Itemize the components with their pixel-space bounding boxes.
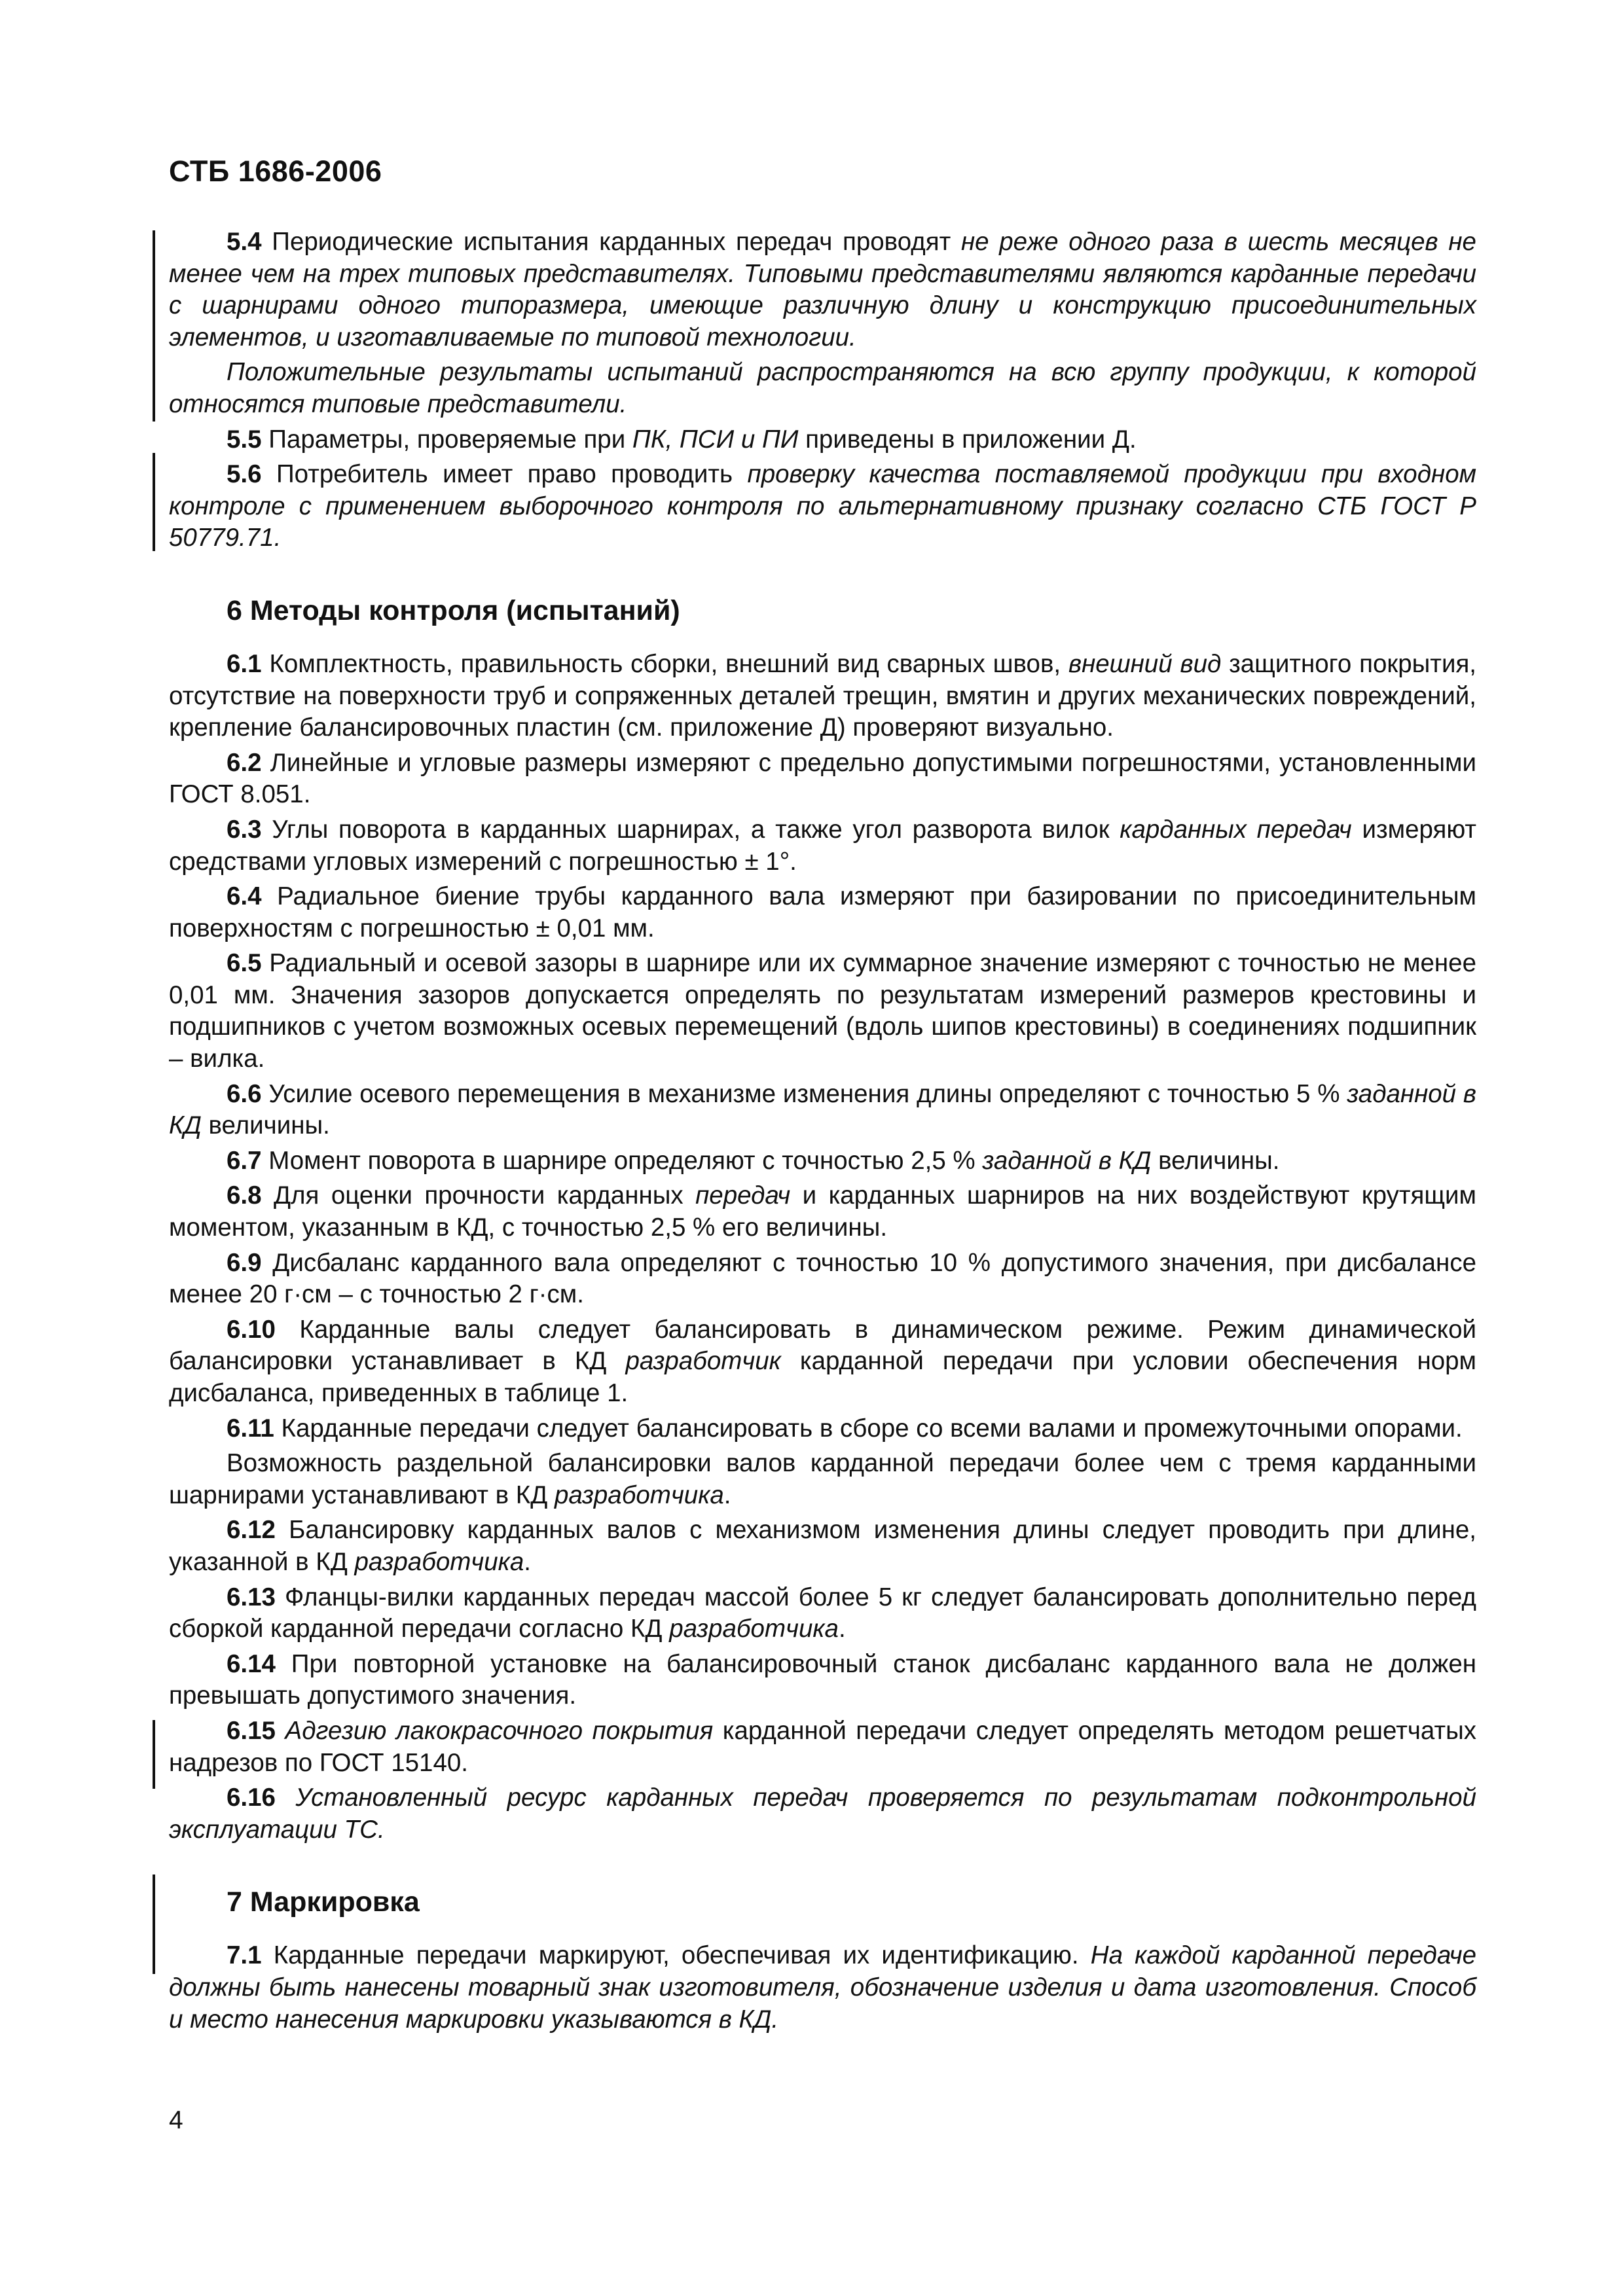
clause-text-italic: ПК, ПСИ и ПИ (632, 425, 799, 454)
clause-text-italic: Адгезию лакокрасочного покрытия (285, 1716, 714, 1745)
clause-text-italic: внешний вид (1068, 649, 1222, 678)
clause-text-italic: разработчика (669, 1615, 839, 1643)
paragraph-6-10 (169, 1314, 1476, 1410)
clause-text-italic: разработчика (354, 1547, 524, 1576)
clause-text: защитного покрытия, отсутствие на поверхности труб и сопряженных деталей трещин, вмятин и других механических повреждений, крепление балансировочных пластин (см. приложение Д) проверяют визуально. (169, 649, 1476, 742)
clause-text: Потребитель имеет право проводить (276, 460, 748, 489)
clause-text: Периодические испытания карданных передач проводят (272, 228, 961, 256)
clause-text-italic: заданной в КД (169, 1079, 1476, 1140)
clause-number: 6.4 (227, 882, 262, 911)
clause-text-italic: не реже одного раза в шесть месяцев не менее чем на трех типовых представителях. Типовыми представителями являются карданные передачи с шарнирами одного типоразмера, имеющие различную длину и конструкцию присоединительных элементов, и изготавливаемые по типовой технологии. (169, 228, 1476, 351)
paragraph-5-5 (169, 424, 1476, 456)
clause-text: . (723, 1480, 731, 1509)
section-heading-7: 7 Маркировка (227, 1886, 420, 1918)
clause-number: 6.9 (227, 1248, 262, 1277)
change-bar (153, 1720, 155, 1789)
clause-text: Радиальный и осевой зазоры в шарнире или их суммарное значение измеряют с точностью не менее 0,01 мм. Значения зазоров допускается определять по результатам измерений размеров крестовины и подшипников с учетом возможных осевых перемещений (вдоль шипов крестовины) в соединениях подшипник – вилка. (169, 949, 1476, 1073)
clause-text: Линейные и угловые размеры измеряют с предельно допустимыми погрешностями, установленными ГОСТ 8.051. (169, 748, 1476, 809)
clause-text-italic: Установленный ресурс карданных передач проверяется по результатам подконтрольной эксплуатации ТС. (169, 1784, 1476, 1844)
clause-text: . (524, 1547, 531, 1576)
clause-number: 6.15 (227, 1716, 276, 1745)
clause-text-italic: заданной в КД (982, 1146, 1152, 1175)
clause-number: 6.8 (227, 1181, 262, 1210)
paragraph-5-6 (169, 459, 1476, 554)
clause-text: Комплектность, правильность сборки, внешний вид сварных швов, (269, 649, 1068, 678)
paragraph-6-11 (169, 1413, 1476, 1445)
clause-number: 6.16 (227, 1784, 276, 1812)
clause-text: Фланцы-вилки карданных передач массой более 5 кг следует балансировать дополнительно перед сборкой карданной передачи согласно КД (169, 1583, 1476, 1643)
document-body (169, 226, 1476, 2036)
clause-number: 5.6 (227, 460, 262, 489)
paragraph-6-12 (169, 1515, 1476, 1578)
paragraph-6-11-cont (169, 1448, 1476, 1511)
clause-text: . (838, 1615, 846, 1643)
clause-number: 5.4 (227, 228, 262, 256)
clause-number: 6.12 (227, 1516, 276, 1545)
clause-number: 6.6 (227, 1079, 262, 1108)
change-bar (153, 1874, 155, 1974)
paragraph-5-4 (169, 226, 1476, 353)
clause-text: величины. (201, 1111, 330, 1140)
paragraph-6-4 (169, 881, 1476, 944)
clause-number: 6.13 (227, 1583, 276, 1611)
clause-text: Для оценки прочности карданных (273, 1181, 696, 1210)
paragraph-6-3 (169, 814, 1476, 878)
paragraph-6-15 (169, 1715, 1476, 1779)
clause-text-italic: Положительные результаты испытаний распространяются на всю группу продукции, к которой относятся типовые представители. (169, 358, 1476, 418)
clause-number: 6.1 (227, 649, 262, 678)
clause-text: измеряют средствами угловых измерений с погрешностью ± 1°. (169, 815, 1476, 876)
clause-number: 6.14 (227, 1649, 276, 1678)
document-code-header: СТБ 1686-2006 (169, 154, 382, 188)
clause-text-italic: На каждой карданной передаче должны быть нанесены товарный знак изготовителя, обозначение изделия и дата изготовления. Способ и место нанесения маркировки указываются в КД. (169, 1941, 1477, 2034)
change-bar (153, 453, 155, 551)
clause-text: карданной передачи при условии обеспечения норм дисбаланса, приведенных в таблице 1. (169, 1347, 1476, 1407)
clause-number: 6.2 (227, 748, 262, 777)
clause-text: Радиальное биение трубы карданного вала измеряют при базировании по присоединительным поверхностям с погрешностью ± 0,01 мм. (169, 882, 1476, 942)
clause-number: 6.3 (227, 815, 262, 844)
section-heading-6: 6 Методы контроля (испытаний) (227, 594, 680, 626)
clause-text-italic: карданных передач (1120, 815, 1352, 844)
clause-text: Карданные передачи следует балансировать в сборе со всеми валами и промежуточными опорами. (281, 1414, 1463, 1443)
paragraph-6-14 (169, 1649, 1476, 1712)
paragraph-7-1 (169, 1940, 1476, 2036)
clause-text-italic: разработчика (555, 1480, 724, 1509)
clause-text: Усилие осевого перемещения в механизме изменения длины определяют с точностью 5 % (268, 1079, 1347, 1108)
clause-text: приведены в приложении Д. (798, 425, 1137, 454)
clause-text: Карданные передачи маркируют, обеспечивая их идентификацию. (273, 1941, 1091, 1970)
paragraph-6-5 (169, 948, 1476, 1075)
clause-text: величины. (1151, 1146, 1280, 1175)
change-bar (153, 230, 155, 422)
clause-number: 6.7 (227, 1146, 262, 1175)
paragraph-6-7 (169, 1145, 1476, 1177)
clause-number: 6.5 (227, 949, 262, 978)
clause-number: 6.10 (227, 1315, 276, 1344)
clause-text: Дисбаланс карданного вала определяют с точностью 10 % допустимого значения, при дисбалансе менее 20 г·см – с точностью 2 г·см. (169, 1248, 1476, 1309)
clause-text: Углы поворота в карданных шарнирах, а также угол разворота вилок (272, 815, 1120, 844)
clause-text-italic: передач (695, 1181, 791, 1210)
paragraph-6-1 (169, 649, 1476, 744)
clause-text: и карданных шарниров на них воздействуют крутящим моментом, указанным в КД, с точностью 2,5 % его величины. (169, 1181, 1477, 1242)
paragraph-6-9 (169, 1247, 1476, 1311)
paragraph-6-16 (169, 1782, 1476, 1846)
clause-text: Момент поворота в шарнире определяют с точностью 2,5 % (268, 1146, 983, 1175)
paragraph-6-2 (169, 747, 1476, 811)
clause-text-italic: проверку качества поставляемой продукции при входном контроле с применением выборочного контроля по альтернативному признаку согласно СТБ ГОСТ Р 50779.71. (169, 460, 1476, 552)
page-number: 4 (169, 2106, 183, 2134)
clause-text: Балансировку карданных валов с механизмом изменения длины следует проводить при длине, указанной в КД (169, 1516, 1476, 1576)
clause-text: Возможность раздельной балансировки валов карданной передачи более чем с тремя карданными шарнирами устанавливают в КД (169, 1449, 1476, 1509)
clause-text-italic: разработчик (625, 1347, 781, 1376)
paragraph-6-13 (169, 1582, 1476, 1645)
paragraph-6-6 (169, 1079, 1476, 1142)
clause-number: 7.1 (227, 1941, 262, 1970)
paragraph-6-8 (169, 1180, 1476, 1244)
clause-number: 6.11 (227, 1414, 274, 1443)
clause-text: При повторной установке на балансировочный станок дисбаланс карданного вала не должен превышать допустимого значения. (169, 1649, 1477, 1710)
clause-text: Карданные валы следует балансировать в динамическом режиме. Режим динамической балансировки устанавливает в КД (169, 1315, 1476, 1376)
paragraph-5-4-cont (169, 357, 1476, 420)
clause-text: Параметры, проверяемые при (268, 425, 632, 454)
clause-number: 5.5 (227, 425, 262, 454)
clause-text: карданной передачи следует определять методом решетчатых надрезов по ГОСТ 15140. (169, 1716, 1477, 1777)
